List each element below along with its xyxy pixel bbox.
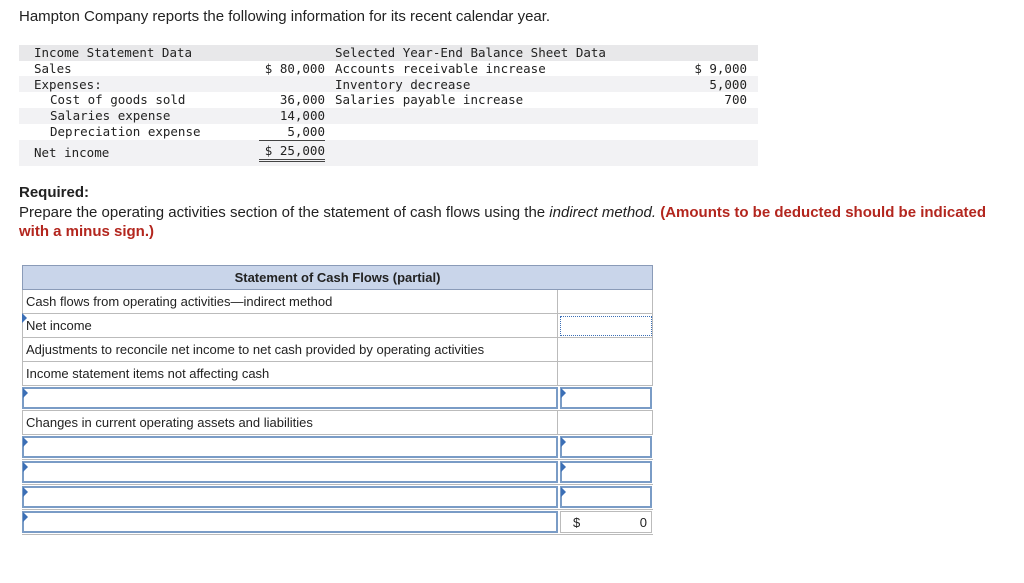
adjustment-label-input-1[interactable] <box>22 387 558 409</box>
ar-value: $ 9,000 <box>694 61 747 76</box>
table-row <box>22 411 653 435</box>
total-label-input[interactable] <box>22 511 558 533</box>
total-currency: $ <box>573 515 581 530</box>
net-income-value: $ 25,000 <box>259 143 325 162</box>
input-marker-icon <box>561 388 566 398</box>
sales-label: Sales <box>34 61 72 76</box>
table-row <box>22 510 653 535</box>
change-amount-input-2[interactable] <box>560 461 652 483</box>
income-statement-heading: Income Statement Data <box>34 45 193 60</box>
salaries-expense-label: Salaries expense <box>50 108 171 123</box>
balance-sheet-heading: Selected Year-End Balance Sheet Data <box>335 45 606 60</box>
expenses-label: Expenses: <box>34 77 102 92</box>
depreciation-value: 5,000 <box>259 124 325 141</box>
sales-value: $ 80,000 <box>264 61 325 76</box>
row-label: Cash flows from operating activities—indirect method <box>22 290 558 313</box>
instruction-method: indirect method. <box>549 204 657 221</box>
table-row <box>22 290 653 314</box>
table-row <box>22 485 653 510</box>
table-row <box>22 435 653 460</box>
input-marker-icon <box>561 437 566 447</box>
change-label-input-2[interactable] <box>22 461 558 483</box>
given-data-panel <box>19 45 758 165</box>
change-amount-input-1[interactable] <box>560 436 652 458</box>
salaries-payable-label: Salaries payable increase <box>335 92 524 107</box>
row-label: Changes in current operating assets and liabilities <box>22 411 558 434</box>
depreciation-label: Depreciation expense <box>50 124 201 139</box>
inventory-label: Inventory decrease <box>335 77 471 92</box>
row-label: Adjustments to reconcile net income to net cash provided by operating activities <box>22 338 558 361</box>
required-instructions <box>19 203 1009 241</box>
required-title: Required: <box>19 184 90 201</box>
input-marker-icon <box>23 512 28 522</box>
table-row <box>22 338 653 362</box>
row-label: Net income <box>22 314 558 337</box>
salaries-payable-value: 700 <box>724 92 747 107</box>
net-income-label: Net income <box>34 145 110 160</box>
cogs-value: 36,000 <box>279 92 325 107</box>
input-marker-icon <box>23 388 28 398</box>
input-marker-icon <box>22 313 27 323</box>
input-marker-icon <box>23 487 28 497</box>
row-label: Income statement items not affecting cash <box>22 362 558 385</box>
input-marker-icon <box>23 462 28 472</box>
ar-label: Accounts receivable increase <box>335 61 546 76</box>
cash-flow-table <box>22 265 653 535</box>
total-amount <box>560 511 652 533</box>
input-marker-icon <box>561 462 566 472</box>
instruction-note: (Amounts to be deducted should be indicated with a minus sign.) <box>19 204 987 240</box>
total-value: 0 <box>639 515 647 530</box>
table-row <box>22 386 653 411</box>
table-row <box>22 314 653 338</box>
change-amount-input-3[interactable] <box>560 486 652 508</box>
input-marker-icon <box>23 437 28 447</box>
cogs-label: Cost of goods sold <box>50 92 186 107</box>
table-row <box>22 460 653 485</box>
change-label-input-1[interactable] <box>22 436 558 458</box>
adjustment-amount-input-1[interactable] <box>560 387 652 409</box>
change-label-input-3[interactable] <box>22 486 558 508</box>
intro-text: Hampton Company reports the following information for its recent calendar year. <box>19 8 551 25</box>
table-row <box>22 362 653 386</box>
input-marker-icon <box>561 487 566 497</box>
instruction-text: Prepare the operating activities section of the statement of cash flows using the <box>19 204 550 221</box>
net-income-amount-input[interactable] <box>560 316 652 336</box>
table-title: Statement of Cash Flows (partial) <box>22 265 653 290</box>
row-amount <box>559 290 653 313</box>
salaries-expense-value: 14,000 <box>279 108 325 123</box>
inventory-value: 5,000 <box>709 77 747 92</box>
